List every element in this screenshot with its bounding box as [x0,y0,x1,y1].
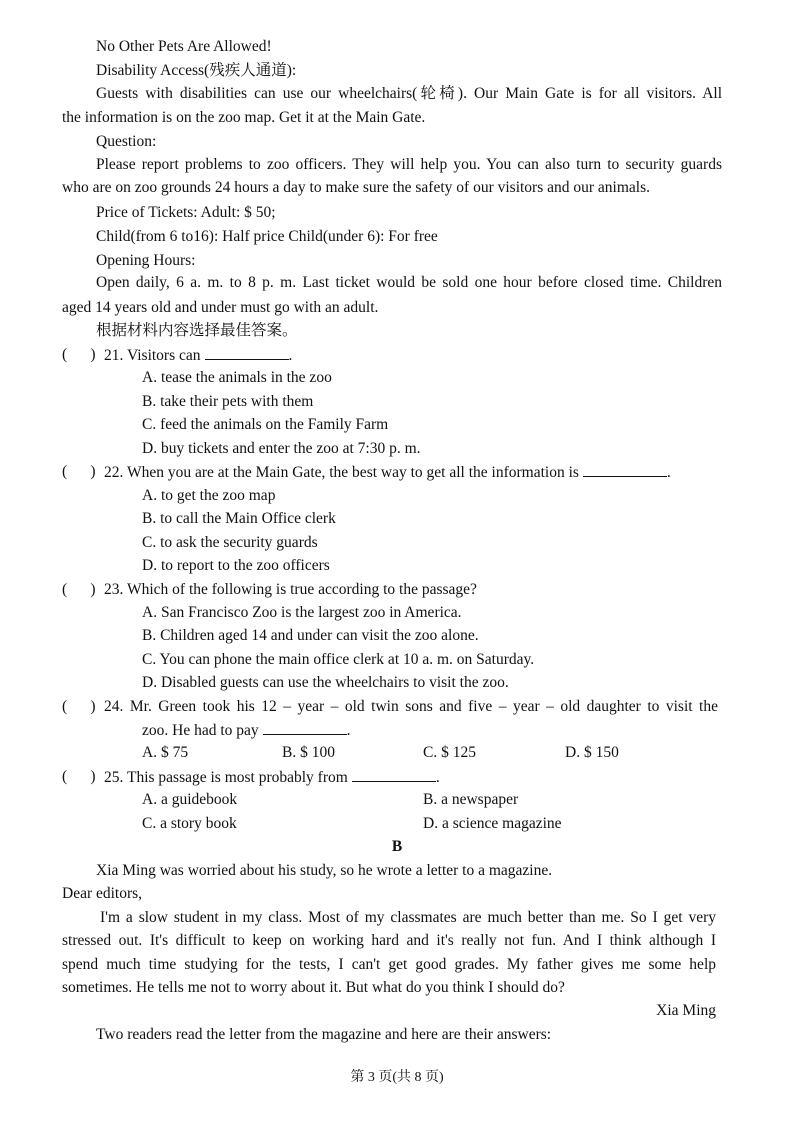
answer-paren-22[interactable]: ( ) [62,463,96,480]
hours-heading: Opening Hours: [96,252,196,269]
letter-intro: Xia Ming was worried about his study, so he wrote a letter to a magazine. [96,862,553,879]
answer-paren-24[interactable]: ( ) [62,698,96,715]
q23-option-a: A. San Francisco Zoo is the largest zoo in America. [142,604,462,621]
q21-stem-text: 21. Visitors can [104,347,201,364]
q25-stem [104,767,704,788]
answer-paren-25[interactable]: ( ) [62,768,96,785]
q25-option-d: D. a science magazine [423,815,562,832]
q25-stem-text: 25. This passage is most probably from [104,769,348,786]
q24-stem-text: zoo. He had to pay [142,722,259,739]
letter-line-1: I'm a slow student in my class. Most of my classmates are much better than me. So I get very [100,909,716,926]
notice-pets: No Other Pets Are Allowed! [96,38,272,55]
q24-option-d: D. $ 150 [565,744,619,761]
section-b-heading: B [391,838,403,855]
q22-stem-end: . [666,464,671,481]
question-line-2: who are on zoo grounds 24 hours a day to make sure the safety of our visitors and our animals. [62,179,651,196]
hours-line-1: Open daily, 6 a. m. to 8 p. m. Last ticket would be sold one hour before closed time. Children [96,274,722,291]
letter-line-4: sometimes. He tells me not to worry about it. But what do you think I should do? [62,979,565,996]
q21-blank [205,345,289,360]
q23-option-c: C. You can phone the main office clerk at 10 a. m. on Saturday. [142,651,535,668]
disability-line-2: the information is on the zoo map. Get it at the Main Gate. [62,109,426,126]
q24-option-b: B. $ 100 [282,744,335,761]
letter-greeting: Dear editors, [62,885,143,902]
hours-line-2: aged 14 years old and under must go with an adult. [62,299,379,316]
letter-after: Two readers read the letter from the magazine and here are their answers: [96,1026,552,1043]
q22-stem [104,462,724,483]
letter-signature: Xia Ming [656,1002,716,1019]
answer-paren-21[interactable]: ( ) [62,346,96,363]
q24-option-c: C. $ 125 [423,744,476,761]
q24-option-a: A. $ 75 [142,744,189,761]
q25-blank [352,767,436,782]
q24-blank [263,720,347,735]
question-line-1: Please report problems to zoo officers. They will help you. You can also turn to security guards [96,156,722,173]
letter-line-2: stressed out. It's difficult to keep on working hard and it's really not fun. And I think although I [62,932,716,949]
q22-blank [583,462,667,477]
answer-paren-23[interactable]: ( ) [62,581,96,598]
instruction: 根据材料内容选择最佳答案。 [96,322,298,339]
q23-option-d: D. Disabled guests can use the wheelchairs to visit the zoo. [142,674,509,691]
disability-heading: Disability Access(残疾人通道): [96,62,297,79]
disability-line-1: Guests with disabilities can use our wheelchairs(轮椅). Our Main Gate is for all visitors. All [96,85,722,102]
q24-stem-line-2 [142,720,642,741]
q21-option-a: A. tease the animals in the zoo [142,369,332,386]
q25-option-c: C. a story book [142,815,237,832]
q24-stem-end: . [346,722,351,739]
price-line-2: Child(from 6 to16): Half price Child(under 6): For free [96,228,438,245]
q22-stem-text: 22. When you are at the Main Gate, the best way to get all the information is [104,464,579,481]
q21-stem [104,345,704,366]
question-heading: Question: [96,133,157,150]
q25-option-a: A. a guidebook [142,791,238,808]
q25-option-b: B. a newspaper [423,791,519,808]
q22-option-b: B. to call the Main Office clerk [142,510,336,527]
q22-option-c: C. to ask the security guards [142,534,318,551]
q25-stem-end: . [435,769,440,786]
q21-option-b: B. take their pets with them [142,393,314,410]
q21-stem-end: . [288,347,293,364]
q22-option-d: D. to report to the zoo officers [142,557,330,574]
q21-option-c: C. feed the animals on the Family Farm [142,416,389,433]
page-footer: 第 3 页(共 8 页) [350,1070,444,1085]
q21-option-d: D. buy tickets and enter the zoo at 7:30 p. m. [142,440,421,457]
price-line-1: Price of Tickets: Adult: $ 50; [96,204,276,221]
q23-stem: 23. Which of the following is true according to the passage? [104,581,477,598]
q24-stem-line-1: 24. Mr. Green took his 12 – year – old twin sons and five – year – old daughter to visit the [104,698,718,715]
letter-line-3: spend much time studying for the tests, I can't get good grades. My father gives me some help [62,956,716,973]
q22-option-a: A. to get the zoo map [142,487,276,504]
q23-option-b: B. Children aged 14 and under can visit the zoo alone. [142,627,479,644]
